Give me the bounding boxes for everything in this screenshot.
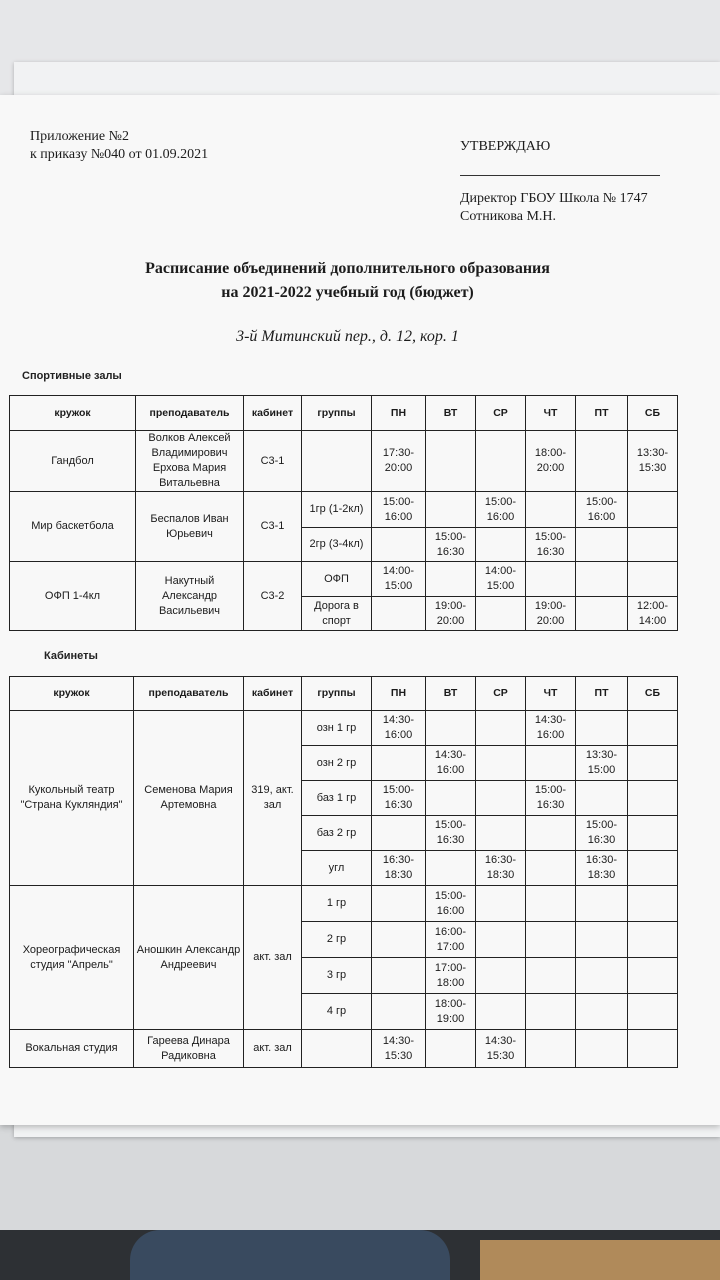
floor-background xyxy=(0,1230,720,1280)
time-cell xyxy=(526,958,576,994)
col-club: кружок xyxy=(10,396,136,431)
group-cell: 1 гр xyxy=(302,886,372,922)
time-cell xyxy=(576,781,628,816)
time-cell xyxy=(628,994,678,1030)
time-cell xyxy=(628,851,678,886)
time-cell: 13:30-15:00 xyxy=(576,746,628,781)
time-cell xyxy=(628,958,678,994)
time-cell xyxy=(372,922,426,958)
time-cell: 13:30-15:30 xyxy=(628,431,678,492)
col-room: кабинет xyxy=(244,396,302,431)
time-cell xyxy=(426,562,476,597)
time-cell: 14:00-15:00 xyxy=(476,562,526,597)
time-cell xyxy=(526,816,576,851)
time-cell: 18:00-20:00 xyxy=(526,431,576,492)
group-cell: озн 2 гр xyxy=(302,746,372,781)
time-cell xyxy=(476,958,526,994)
teacher-cell: Волков Алексей Владимирович Ерхова Мария Витальевна xyxy=(136,431,244,492)
col-wed: СР xyxy=(476,396,526,431)
time-cell xyxy=(576,528,628,562)
time-cell xyxy=(426,851,476,886)
table-row xyxy=(10,886,678,922)
club-cell: Кукольный театр "Страна Кукляндия" xyxy=(10,711,134,886)
time-cell xyxy=(476,994,526,1030)
time-cell xyxy=(476,597,526,631)
time-cell xyxy=(476,886,526,922)
section-sports-label: Спортивные залы xyxy=(22,370,122,382)
time-cell xyxy=(426,492,476,528)
time-cell: 16:30-18:30 xyxy=(576,851,628,886)
time-cell xyxy=(476,816,526,851)
club-cell: Гандбол xyxy=(10,431,136,492)
time-cell: 15:00-16:30 xyxy=(426,816,476,851)
time-cell xyxy=(476,746,526,781)
group-cell: 4 гр xyxy=(302,994,372,1030)
teacher-cell: Накутный Александр Васильевич xyxy=(136,562,244,631)
table-header-row xyxy=(10,396,678,431)
time-cell xyxy=(576,886,628,922)
group-cell: баз 1 гр xyxy=(302,781,372,816)
time-cell xyxy=(628,1030,678,1068)
club-cell: Вокальная студия xyxy=(10,1030,134,1068)
time-cell xyxy=(526,492,576,528)
director-name: Сотникова М.Н. xyxy=(460,209,557,224)
table-header-row xyxy=(10,677,678,711)
time-cell xyxy=(576,711,628,746)
time-cell xyxy=(576,958,628,994)
time-cell xyxy=(628,528,678,562)
time-cell: 15:00-16:00 xyxy=(576,492,628,528)
room-cell: 319, акт. зал xyxy=(244,711,302,886)
col-mon: ПН xyxy=(372,677,426,711)
group-cell: 2 гр xyxy=(302,922,372,958)
col-teacher: преподаватель xyxy=(136,396,244,431)
table-row xyxy=(10,711,678,746)
time-cell: 17:30-20:00 xyxy=(372,431,426,492)
col-club: кружок xyxy=(10,677,134,711)
col-sat: СБ xyxy=(628,677,678,711)
room-cell: С3-1 xyxy=(244,431,302,492)
time-cell: 14:30-15:30 xyxy=(372,1030,426,1068)
time-cell: 16:00-17:00 xyxy=(426,922,476,958)
time-cell xyxy=(628,816,678,851)
time-cell xyxy=(628,886,678,922)
time-cell xyxy=(628,746,678,781)
col-mon: ПН xyxy=(372,396,426,431)
time-cell: 14:00-15:00 xyxy=(372,562,426,597)
time-cell xyxy=(628,492,678,528)
doc-title: Расписание объединений дополнительного образования xyxy=(145,260,550,277)
club-cell: Мир баскетбола xyxy=(10,492,136,562)
time-cell xyxy=(476,528,526,562)
teacher-cell: Гареева Динара Радиковна xyxy=(134,1030,244,1068)
col-groups: группы xyxy=(302,677,372,711)
group-cell: ОФП xyxy=(302,562,372,597)
time-cell: 15:00-16:30 xyxy=(426,528,476,562)
club-cell: Хореографическая студия "Апрель" xyxy=(10,886,134,1030)
time-cell xyxy=(628,711,678,746)
time-cell: 16:30-18:30 xyxy=(476,851,526,886)
group-cell: 2гр (3-4кл) xyxy=(302,528,372,562)
teacher-cell: Беспалов Иван Юрьевич xyxy=(136,492,244,562)
time-cell xyxy=(372,958,426,994)
time-cell: 19:00-20:00 xyxy=(526,597,576,631)
time-cell xyxy=(476,922,526,958)
time-cell: 15:00-16:00 xyxy=(426,886,476,922)
time-cell xyxy=(426,711,476,746)
group-cell: 3 гр xyxy=(302,958,372,994)
table-row xyxy=(10,492,678,528)
time-cell xyxy=(628,922,678,958)
time-cell: 16:30-18:30 xyxy=(372,851,426,886)
time-cell xyxy=(526,746,576,781)
time-cell xyxy=(476,431,526,492)
col-thu: ЧТ xyxy=(526,677,576,711)
room-cell: акт. зал xyxy=(244,1030,302,1068)
time-cell xyxy=(576,1030,628,1068)
col-groups: группы xyxy=(302,396,372,431)
time-cell xyxy=(576,562,628,597)
time-cell: 18:00-19:00 xyxy=(426,994,476,1030)
room-cell: С3-1 xyxy=(244,492,302,562)
time-cell: 19:00-20:00 xyxy=(426,597,476,631)
director-title: Директор ГБОУ Школа № 1747 xyxy=(460,191,648,206)
section-rooms-label: Кабинеты xyxy=(44,650,98,662)
time-cell: 15:00-16:30 xyxy=(526,528,576,562)
table-row xyxy=(10,431,678,492)
rooms-table xyxy=(9,676,678,1068)
time-cell xyxy=(372,528,426,562)
time-cell xyxy=(372,816,426,851)
time-cell: 15:00-16:00 xyxy=(476,492,526,528)
time-cell: 17:00-18:00 xyxy=(426,958,476,994)
col-sat: СБ xyxy=(628,396,678,431)
time-cell xyxy=(426,1030,476,1068)
bag-shape xyxy=(130,1230,450,1280)
table-row xyxy=(10,562,678,597)
teacher-cell: Аношкин Александр Андреевич xyxy=(134,886,244,1030)
time-cell xyxy=(476,781,526,816)
appendix-line-2: к приказу №040 от 01.09.2021 xyxy=(30,147,209,162)
time-cell xyxy=(526,1030,576,1068)
appendix-line-1: Приложение №2 xyxy=(30,129,129,144)
time-cell xyxy=(576,994,628,1030)
time-cell xyxy=(628,781,678,816)
time-cell: 14:30-15:30 xyxy=(476,1030,526,1068)
room-cell: С3-2 xyxy=(244,562,302,631)
col-teacher: преподаватель xyxy=(134,677,244,711)
time-cell xyxy=(576,431,628,492)
time-cell: 14:30-16:00 xyxy=(426,746,476,781)
time-cell xyxy=(526,922,576,958)
group-cell: Дорога в спорт xyxy=(302,597,372,631)
group-cell xyxy=(302,1030,372,1068)
group-cell: баз 2 гр xyxy=(302,816,372,851)
time-cell xyxy=(426,431,476,492)
appendix-note xyxy=(30,128,208,164)
col-fri: ПТ xyxy=(576,677,628,711)
time-cell xyxy=(526,886,576,922)
time-cell xyxy=(526,562,576,597)
address: 3-й Митинский пер., д. 12, кор. 1 xyxy=(236,328,459,345)
time-cell xyxy=(526,851,576,886)
table-row xyxy=(10,1030,678,1068)
time-cell: 15:00-16:00 xyxy=(372,492,426,528)
sports-table xyxy=(9,395,678,631)
time-cell xyxy=(476,711,526,746)
time-cell xyxy=(372,886,426,922)
doc-title-year: на 2021-2022 учебный год (бюджет) xyxy=(221,284,474,301)
time-cell: 14:30-16:00 xyxy=(372,711,426,746)
wood-floor xyxy=(480,1240,720,1280)
group-cell: угл xyxy=(302,851,372,886)
group-cell xyxy=(302,431,372,492)
col-thu: ЧТ xyxy=(526,396,576,431)
time-cell: 12:00-14:00 xyxy=(628,597,678,631)
col-tue: ВТ xyxy=(426,396,476,431)
time-cell xyxy=(372,994,426,1030)
room-cell: акт. зал xyxy=(244,886,302,1030)
group-cell: озн 1 гр xyxy=(302,711,372,746)
time-cell xyxy=(526,994,576,1030)
club-cell: ОФП 1-4кл xyxy=(10,562,136,631)
time-cell xyxy=(372,746,426,781)
time-cell: 15:00-16:30 xyxy=(526,781,576,816)
signature-line xyxy=(460,174,660,176)
time-cell xyxy=(576,922,628,958)
time-cell xyxy=(628,562,678,597)
approval-block xyxy=(460,138,660,226)
approve-label: УТВЕРЖДАЮ xyxy=(460,139,551,154)
col-tue: ВТ xyxy=(426,677,476,711)
col-room: кабинет xyxy=(244,677,302,711)
group-cell: 1гр (1-2кл) xyxy=(302,492,372,528)
col-fri: ПТ xyxy=(576,396,628,431)
col-wed: СР xyxy=(476,677,526,711)
time-cell: 15:00-16:30 xyxy=(372,781,426,816)
time-cell: 15:00-16:30 xyxy=(576,816,628,851)
time-cell xyxy=(426,781,476,816)
time-cell xyxy=(372,597,426,631)
time-cell: 14:30-16:00 xyxy=(526,711,576,746)
time-cell xyxy=(576,597,628,631)
teacher-cell: Семенова Мария Артемовна xyxy=(134,711,244,886)
